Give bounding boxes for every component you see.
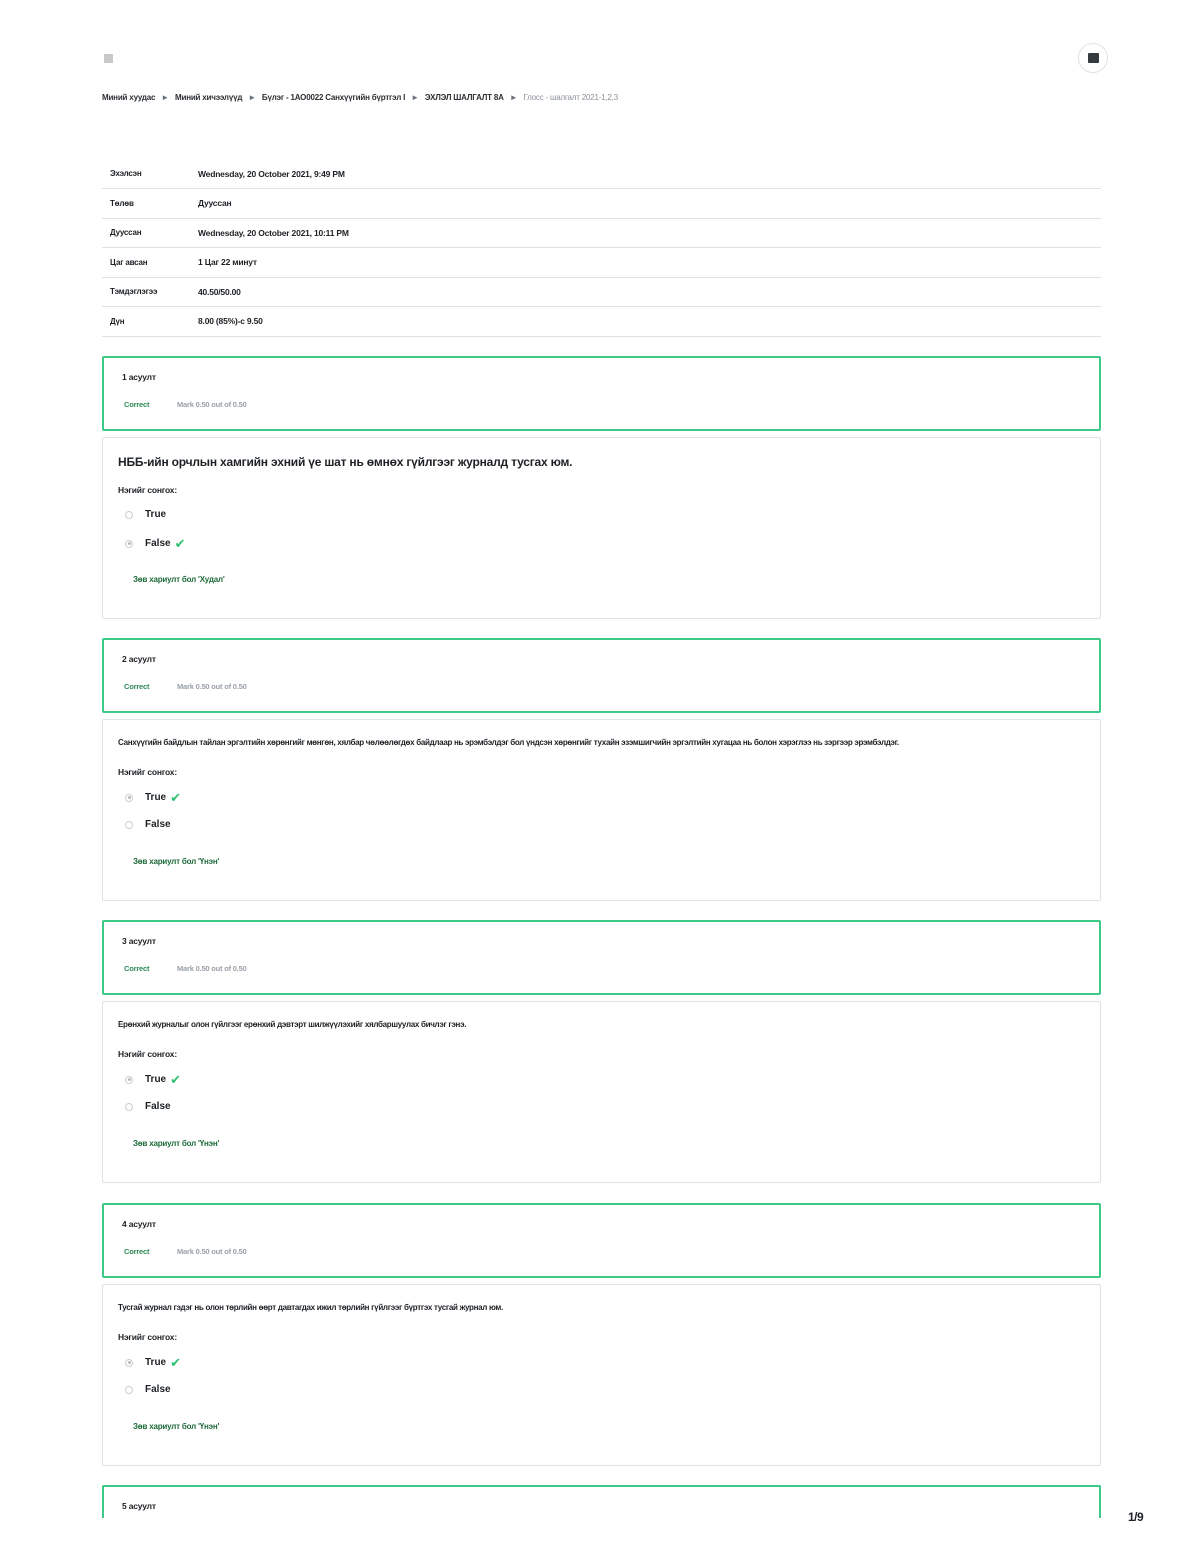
question-info xyxy=(102,920,1101,995)
option-label: False xyxy=(145,1101,171,1112)
answer-option-false[interactable] xyxy=(125,1384,171,1395)
summary-label: Цаг авсан xyxy=(110,257,148,267)
question-grade: Mark 0.50 out of 0.50 xyxy=(177,400,247,409)
summary-label: Тэмдэглэгээ xyxy=(110,287,158,297)
option-label: False xyxy=(145,538,171,549)
answer-option-true[interactable] xyxy=(125,791,181,804)
radio-button[interactable] xyxy=(125,1386,133,1394)
checkmark-icon: ✔ xyxy=(170,1355,182,1370)
right-answer-feedback: Зөв хариулт бол 'Үнэн' xyxy=(133,857,220,866)
answer-prompt: Нэгийг сонгох: xyxy=(118,1332,177,1342)
summary-value: 40.50/50.00 xyxy=(198,286,241,297)
right-answer-feedback: Зөв хариулт бол 'Үнэн' xyxy=(133,1139,220,1148)
question-text: Тусгай журнал гэдэг нь олон төрлийн өөрт давтагдах ижил төрлийн гүйлгээг бүртгэх тусгай журнал юм. xyxy=(118,1303,503,1312)
answer-option-true[interactable] xyxy=(125,1073,181,1086)
question-number: 5 асуулт xyxy=(122,1501,156,1511)
question-text: Санхүүгийн байдлын тайлан эргэлтийн хөрөнгийг мөнгөн, хялбар чөлөөлөгдөх байдлаар нь эрэмбэлдэг бол үндсэн хөрөнгийг тухайн эзэмшигчийн эргэлтийн хугацаа нь болон хэрэглээ нь зэргээр эрэмбэлдэг. xyxy=(118,738,899,747)
answer-option-false[interactable] xyxy=(125,1101,171,1112)
question-info xyxy=(102,638,1101,713)
option-label: True xyxy=(145,1074,167,1085)
question-info xyxy=(102,1485,1101,1518)
summary-value: Wednesday, 20 October 2021, 9:49 PM xyxy=(198,168,345,179)
answer-option-true[interactable] xyxy=(125,509,166,520)
summary-value: Дууссан xyxy=(198,198,232,209)
radio-button-selected[interactable] xyxy=(125,1359,133,1367)
answer-option-false[interactable] xyxy=(125,537,185,550)
question-grade: Mark 0.50 out of 0.50 xyxy=(177,964,247,973)
question-content xyxy=(102,1284,1101,1466)
summary-value: 1 Цаг 22 минут xyxy=(198,257,257,268)
summary-row-time-taken xyxy=(102,248,1101,278)
user-icon xyxy=(1088,53,1099,63)
answer-option-false[interactable] xyxy=(125,819,171,830)
summary-label: Дууссан xyxy=(110,228,142,238)
breadcrumb-courses-link[interactable]: Миний хичээлүүд xyxy=(175,93,243,102)
question-text: Ерөнхий журналыг олон гүйлгээг ерөнхий дэвтэрт шилжүүлэхийг хялбаршуулах бичлэг гэнэ. xyxy=(118,1020,467,1029)
option-label: True xyxy=(145,1357,167,1368)
breadcrumb-quiz-link[interactable]: ЭХЛЭЛ ШАЛГАЛТ 8А xyxy=(424,93,504,102)
answer-prompt: Нэгийг сонгох: xyxy=(118,767,177,777)
summary-label: Төлөв xyxy=(110,198,134,208)
summary-value: 8.00 (85%)-с 9.50 xyxy=(198,316,263,327)
question-state: Correct xyxy=(124,400,150,409)
radio-button[interactable] xyxy=(125,1103,133,1111)
radio-button-selected[interactable] xyxy=(125,794,133,802)
checkmark-icon: ✔ xyxy=(174,536,186,551)
logo-placeholder xyxy=(104,54,113,63)
question-content xyxy=(102,1001,1101,1183)
question-info xyxy=(102,1203,1101,1278)
question-number: 4 асуулт xyxy=(122,1219,156,1229)
radio-button[interactable] xyxy=(125,511,133,519)
summary-row-marks xyxy=(102,277,1101,307)
right-answer-feedback: Зөв хариулт бол 'Үнэн' xyxy=(133,1422,220,1431)
breadcrumb-current: Глосс - шалгалт 2021-1,2,3 xyxy=(523,93,618,102)
summary-row-grade xyxy=(102,307,1101,337)
question-state: Correct xyxy=(124,964,150,973)
summary-row-completed xyxy=(102,218,1101,248)
summary-value: Wednesday, 20 October 2021, 10:11 PM xyxy=(198,227,349,238)
question-number: 3 асуулт xyxy=(122,936,156,946)
question-content xyxy=(102,437,1101,619)
user-menu-button[interactable] xyxy=(1078,43,1108,73)
option-label: True xyxy=(145,792,167,803)
page-number: 1/9 xyxy=(1128,1510,1144,1524)
answer-option-true[interactable] xyxy=(125,1356,181,1369)
summary-row-state xyxy=(102,189,1101,219)
question-number: 1 асуулт xyxy=(122,372,156,382)
question-grade: Mark 0.50 out of 0.50 xyxy=(177,1247,247,1256)
question-text: НББ-ийн орчлын хамгийн эхний үе шат нь өмнөх гүйлгээг журналд тусгах юм. xyxy=(118,455,573,469)
question-state: Correct xyxy=(124,682,150,691)
breadcrumb-course-link[interactable]: Бүлэг - 1АО0022 Санхүүгийн бүртгэл I xyxy=(261,93,406,102)
radio-button[interactable] xyxy=(125,821,133,829)
radio-button-selected[interactable] xyxy=(125,1076,133,1084)
option-label: False xyxy=(145,819,171,830)
answer-prompt: Нэгийг сонгох: xyxy=(118,485,177,495)
option-label: False xyxy=(145,1384,171,1395)
option-label: True xyxy=(145,509,167,520)
right-answer-feedback: Зөв хариулт бол 'Худал' xyxy=(133,575,225,584)
question-state: Correct xyxy=(124,1247,150,1256)
summary-label: Эхэлсэн xyxy=(110,169,142,178)
question-content xyxy=(102,719,1101,901)
question-number: 2 асуулт xyxy=(122,654,156,664)
question-info xyxy=(102,356,1101,431)
summary-label: Дүн xyxy=(110,316,125,326)
summary-row-started xyxy=(102,159,1101,189)
question-grade: Mark 0.50 out of 0.50 xyxy=(177,682,247,691)
answer-prompt: Нэгийг сонгох: xyxy=(118,1049,177,1059)
breadcrumb-home-link[interactable]: Миний хуудас xyxy=(102,93,156,102)
radio-button-selected[interactable] xyxy=(125,540,133,548)
checkmark-icon: ✔ xyxy=(170,1072,182,1087)
breadcrumb: Миний хуудас ► Миний хичээлүүд ► Бүлэг - 1АО0022 Санхүүгийн бүртгэл I ► ЭХЛЭЛ ШАЛГАЛТ 8А ► Глосс - шалгалт 2021-1,2,3 xyxy=(102,93,618,102)
checkmark-icon: ✔ xyxy=(170,790,182,805)
attempt-summary-table xyxy=(102,159,1101,337)
